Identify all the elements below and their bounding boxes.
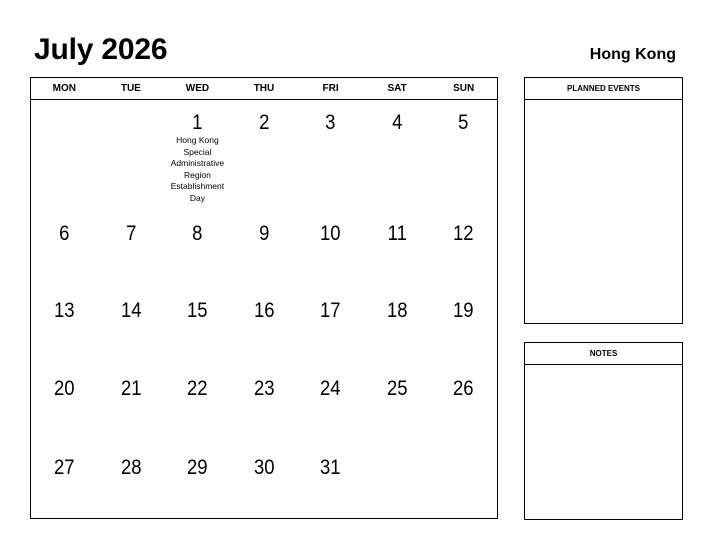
day-number: 19 [453, 299, 474, 322]
day-cell [98, 288, 165, 366]
day-number: 11 [387, 222, 407, 245]
day-cell [297, 211, 364, 288]
empty-day-cell [31, 100, 98, 211]
day-cell [297, 445, 364, 518]
day-number: 1 [192, 111, 203, 134]
day-cell [164, 366, 231, 445]
day-number: 23 [253, 377, 275, 400]
day-cell [164, 288, 231, 366]
day-number: 3 [325, 111, 336, 134]
day-cell [430, 366, 497, 445]
day-cell [364, 100, 431, 211]
day-cell [231, 445, 298, 518]
day-cell [164, 100, 231, 211]
weekday-label: SAT [387, 83, 407, 94]
weekday-label: WED [185, 83, 210, 94]
day-number: 5 [458, 111, 469, 134]
day-cell [231, 366, 298, 445]
day-number: 4 [391, 111, 403, 134]
day-cell [164, 445, 231, 518]
day-number: 28 [120, 456, 142, 479]
calendar-grid [31, 100, 497, 518]
day-number: 10 [320, 222, 341, 245]
planned-events-panel [524, 77, 683, 324]
day-number: 18 [386, 299, 408, 322]
day-cell [364, 288, 431, 366]
notes-title: NOTES [525, 343, 682, 365]
day-cell [98, 211, 165, 288]
day-number: 2 [258, 111, 270, 134]
day-number: 26 [453, 377, 474, 400]
day-cell [364, 366, 431, 445]
day-number: 7 [125, 222, 136, 245]
day-number: 22 [187, 377, 208, 400]
day-number: 6 [59, 222, 70, 245]
day-cell [430, 288, 497, 366]
day-cell [164, 211, 231, 288]
day-number: 27 [53, 456, 75, 479]
day-cell [31, 211, 98, 288]
day-cell [297, 288, 364, 366]
empty-day-cell [430, 445, 497, 518]
day-number: 17 [320, 299, 341, 322]
day-cell [98, 445, 165, 518]
day-number: 12 [453, 222, 474, 245]
day-number: 13 [53, 299, 75, 322]
day-cell [31, 288, 98, 366]
weekday-label: MON [52, 83, 76, 94]
day-cell [31, 366, 98, 445]
day-cell [98, 366, 165, 445]
day-cell [297, 100, 364, 211]
notes-panel [524, 342, 683, 520]
day-cell [297, 366, 364, 445]
day-number: 21 [120, 377, 142, 400]
weekday-header [31, 78, 497, 100]
weekday-label: THU [253, 83, 275, 94]
day-number: 29 [187, 456, 208, 479]
day-number: 9 [258, 222, 270, 245]
day-number: 20 [53, 377, 75, 400]
day-cell [31, 445, 98, 518]
day-cell [231, 100, 298, 211]
weekday-label: FRI [322, 83, 339, 94]
day-number: 14 [120, 299, 142, 322]
holiday-label: Hong Kong Special Administrative Region Establishment Day [170, 135, 225, 203]
day-number: 8 [192, 222, 203, 245]
month-calendar [30, 77, 498, 519]
calendar-title: July 2026 [34, 33, 168, 66]
day-number: 31 [320, 456, 341, 479]
day-cell [430, 211, 497, 288]
day-cell [231, 288, 298, 366]
day-cell [364, 211, 431, 288]
weekday-label: SUN [453, 83, 475, 94]
weekday-label: TUE [120, 83, 141, 94]
day-number: 15 [187, 299, 208, 322]
day-number: 25 [386, 377, 408, 400]
planned-events-title: PLANNED EVENTS [525, 78, 682, 100]
region-label: Hong Kong [589, 46, 676, 63]
day-number: 24 [320, 377, 341, 400]
day-number: 16 [253, 299, 275, 322]
day-cell [231, 211, 298, 288]
empty-day-cell [98, 100, 165, 211]
day-number: 30 [253, 456, 275, 479]
day-cell [430, 100, 497, 211]
empty-day-cell [364, 445, 431, 518]
